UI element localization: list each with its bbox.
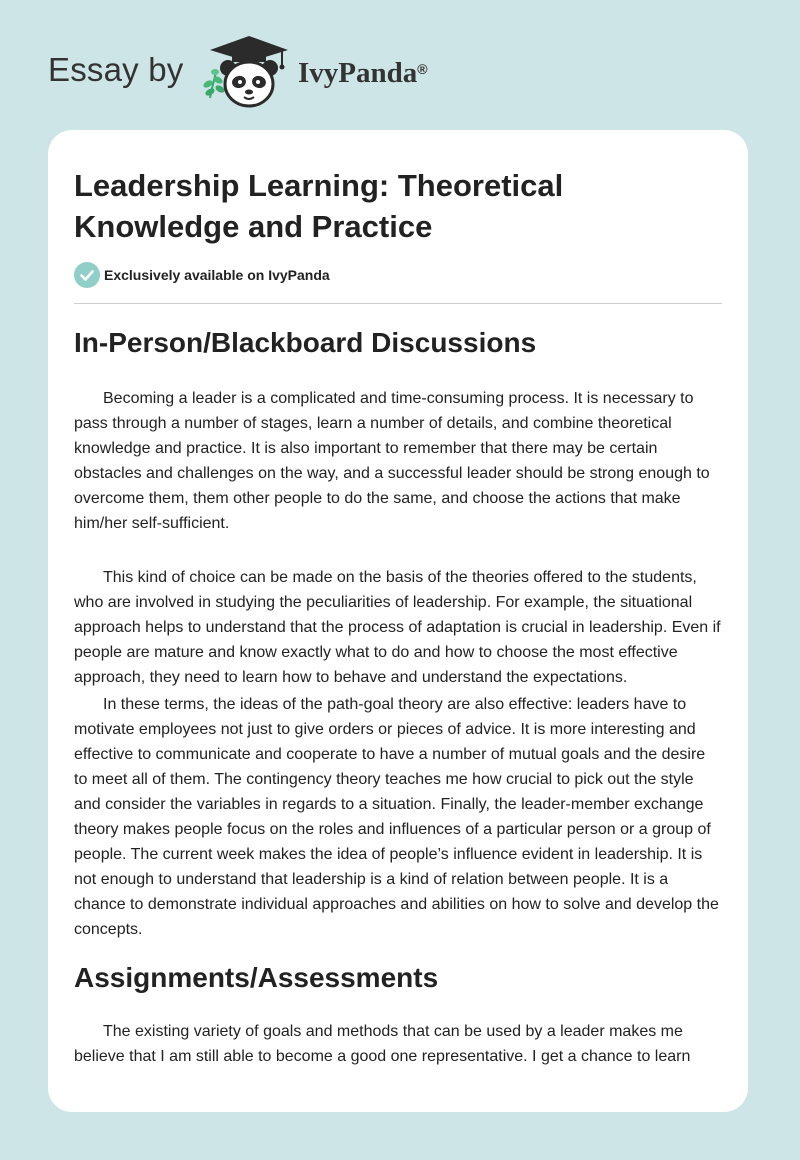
- essay-by-label: Essay by: [48, 51, 184, 88]
- paragraph: Becoming a leader is a complicated and time-consuming process. It is necessary to pass through a number of stages, learn a number of details, and combine theoretical knowledge and practice. It is also important to remember that there may be certain obstacles and challenges on the way, and a successful leader should be strong enough to overcome them, them other people to do the same, and choose the actions that make him/her self-sufficient.: [74, 390, 710, 532]
- paragraph: This kind of choice can be made on the basis of the theories offered to the students, who are involved in studying the peculiarities of leadership. For example, the situational approach helps to understand that the process of adaptation is crucial in leadership. Even if people are mature and know exactly what to do and how to choose the most effective approach, they need to learn how to behave and understand the expectations.: [74, 569, 721, 686]
- trademark-symbol: ®: [417, 61, 428, 77]
- essay-card: [48, 130, 748, 1112]
- exclusive-badge: [74, 262, 330, 288]
- paragraph: In these terms, the ideas of the path-goal theory are also effective: leaders have to motivate employees not just to give orders or pieces of advice. It is more interesting and effective to communicate and cooperate to have a number of mutual goals and the desire to meet all of them. The contingency theory teaches me how crucial to pick out the style and consider the variables in regards to a situation. Finally, the leader-member exchange theory makes people focus on the roles and influences of a particular person or a group of people. The current week makes the idea of people’s influence evident in leadership. It is not enough to understand that leadership is a kind of relation between people. It is a chance to demonstrate individual approaches and abilities on how to solve and develop the concepts.: [74, 696, 719, 938]
- brand-name[interactable]: [298, 55, 428, 91]
- section-heading: In-Person/Blackboard Discussions: [74, 327, 537, 358]
- exclusive-badge-label: Exclusively available on IvyPanda: [104, 267, 330, 283]
- title-divider: [74, 303, 722, 304]
- brand-name-text: IvyPanda: [298, 57, 418, 89]
- check-circle-icon: [74, 262, 100, 288]
- paragraph: The existing variety of goals and methods that can be used by a leader makes me believe that I am still able to become a good one representative. I get a chance to learn: [74, 1023, 691, 1065]
- site-header: [0, 0, 800, 120]
- panda-graduate-icon[interactable]: [198, 32, 292, 110]
- section-heading: Assignments/Assessments: [74, 962, 439, 993]
- essay-title: Leadership Learning: Theoretical Knowledge and Practice: [74, 168, 564, 244]
